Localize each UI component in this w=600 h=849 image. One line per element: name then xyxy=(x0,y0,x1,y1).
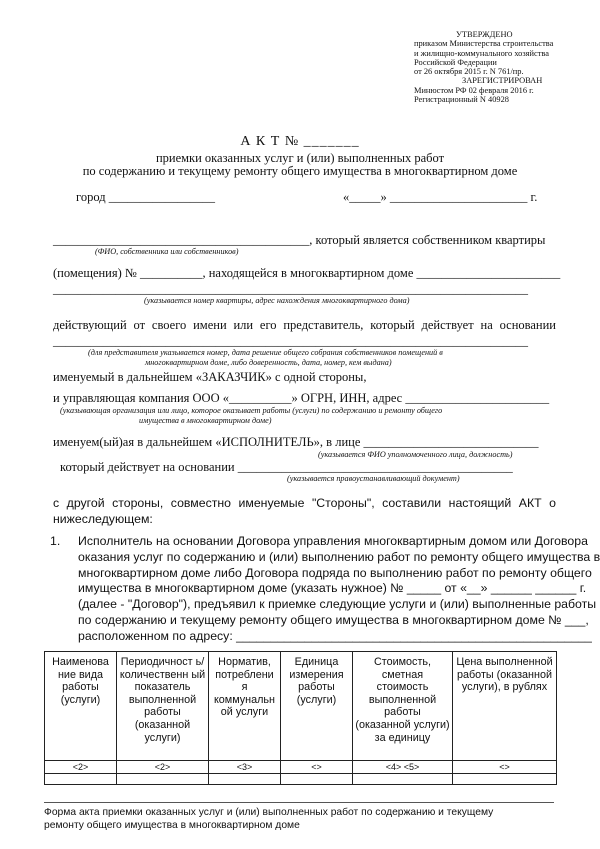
table-header-row xyxy=(45,652,557,761)
premises-line: (помещения) № __________, находящейся в многоквартирном доме _______________________ xyxy=(53,266,561,280)
table-header-cell: Периодичност ь/ количественн ый показатель выполненной работы (оказанной услуги) xyxy=(117,652,209,761)
company-hint: имущества в многоквартирном доме) xyxy=(139,416,272,425)
customer-line: именуемый в дальнейшем «ЗАКАЗЧИК» с одной стороны, xyxy=(53,370,367,384)
approval-line: Российской Федерации xyxy=(414,57,497,67)
table-code-cell: <> xyxy=(453,761,557,774)
table-code-cell: <> xyxy=(281,761,353,774)
footer xyxy=(44,806,493,832)
table-cell xyxy=(453,774,557,785)
document-subtitle: по содержанию и текущему ремонту общего имущества в многоквартирном доме xyxy=(82,164,518,178)
table-header-cell: Единица измерения работы (услуги) xyxy=(281,652,353,761)
footer-line: ремонту общего имущества в многоквартирном доме xyxy=(44,820,300,831)
clause-line: имущества в многоквартирном доме (указать нужное) № _____ от «__» ______ ______ г. xyxy=(78,581,587,596)
approval-line: Регистрационный N 40928 xyxy=(414,95,509,105)
parties-line: нижеследующем: xyxy=(53,512,153,526)
footer-divider xyxy=(44,802,554,803)
date-field: «_____» ______________________ г. xyxy=(343,190,538,204)
representative-line: действующий от своего имени или его представитель, который действует на основании xyxy=(53,318,556,332)
contractor-basis-hint: (указывается правоустанавливающий документ) xyxy=(287,474,460,483)
approved-label: УТВЕРЖДЕНО xyxy=(456,30,513,39)
representative-underline: ____________________________________________________________________________ xyxy=(53,334,528,348)
table-header-cell: Норматив, потреблени я коммунальн ой услуги xyxy=(209,652,281,761)
clause-line: многоквартирном доме либо Договора подряда по выполнению работ по ремонту общего xyxy=(78,565,592,580)
document-title: А К Т № _______ xyxy=(240,134,360,149)
approval-line: от 26 октября 2015 г. N 761/пр. xyxy=(414,67,524,77)
table-code-cell: <2> xyxy=(45,761,117,774)
representative-hint: (для представителя указывается номер, дата решение общего собрания собственников помещений в xyxy=(88,348,443,357)
services-table xyxy=(44,651,557,785)
table-row xyxy=(45,774,557,785)
clause-line: расположенном по адресу: ____________________________________________________ xyxy=(78,628,592,643)
registered-label: ЗАРЕГИСТРИРОВАН xyxy=(462,76,543,86)
table-cell xyxy=(353,774,453,785)
table-code-cell: <2> xyxy=(117,761,209,774)
contractor-basis: который действует на основании ____________________________________________ xyxy=(60,460,513,474)
clause-number: 1. xyxy=(50,534,61,548)
table-header-cell: Цена выполненной работы (оказанной услуги), в рублях xyxy=(453,652,557,761)
document-subtitle: приемки оказанных услуг и (или) выполненных работ xyxy=(155,151,445,165)
parties-line: с другой стороны, совместно именуемые "Стороны", составили настоящий АКТ о xyxy=(53,496,556,510)
table-cell xyxy=(209,774,281,785)
approval-stamp xyxy=(414,30,553,104)
owner-hint: (ФИО, собственника или собственников) xyxy=(95,247,239,256)
contractor-hint: (указывается ФИО уполномоченного лица, должность) xyxy=(318,450,513,459)
table-header-cell: Стоимость, сметная стоимость выполненной работы (оказанной услуги) за единицу xyxy=(353,652,453,761)
clause-line: оказания услуг по содержанию и (или) выполнению работ по ремонту общего имущества в xyxy=(78,549,600,564)
table-code-cell: <3> xyxy=(209,761,281,774)
clause-1 xyxy=(78,534,600,645)
table-cell xyxy=(117,774,209,785)
city-field: город _________________ xyxy=(76,190,215,204)
representative-hint: многоквартирном доме, либо доверенность, дата, номер, кем выдана) xyxy=(145,358,392,367)
clause-line: Исполнитель на основании Договора управления многоквартирным домом или Договора xyxy=(78,534,588,548)
company-hint: (указывающая организация или лицо, которое оказывает работы (услуги) по содержанию и ремонту общего xyxy=(60,406,443,415)
footer-line: Форма акта приемки оказанных услуг и (или) выполненных работ по содержанию и текущему xyxy=(44,807,494,818)
approval-line: и жилищно-коммунального хозяйства xyxy=(414,48,549,58)
clause-line: (далее - "Договор"), предъявил к приемке следующие услуги и (или) выполненные работы xyxy=(78,597,597,612)
company-line: и управляющая компания ООО «__________» ОГРН, ИНН, адрес _______________________ xyxy=(53,391,550,405)
table-codes-row xyxy=(45,761,557,774)
table-header-cell: Наименова ние вида работы (услуги) xyxy=(45,652,117,761)
approval-line: Минюстом РФ 02 февраля 2016 г. xyxy=(414,85,534,95)
premises-underline: ____________________________________________________________________________ xyxy=(53,282,528,296)
table-cell xyxy=(45,774,117,785)
table-cell xyxy=(281,774,353,785)
table-code-cell: <4> <5> xyxy=(353,761,453,774)
contractor-line: именуем(ый)ая в дальнейшем «ИСПОЛНИТЕЛЬ», в лице ____________________________ xyxy=(53,435,539,449)
approval-line: приказом Министерства строительства xyxy=(414,39,554,49)
owner-line: _________________________________________, который является собственником квартиры xyxy=(53,233,546,247)
clause-line: по содержанию и текущему ремонту общего имущества в многоквартирном доме № ___, xyxy=(78,612,589,627)
premises-hint: (указывается номер квартиры, адрес нахождения многоквартирного дома) xyxy=(144,296,410,305)
